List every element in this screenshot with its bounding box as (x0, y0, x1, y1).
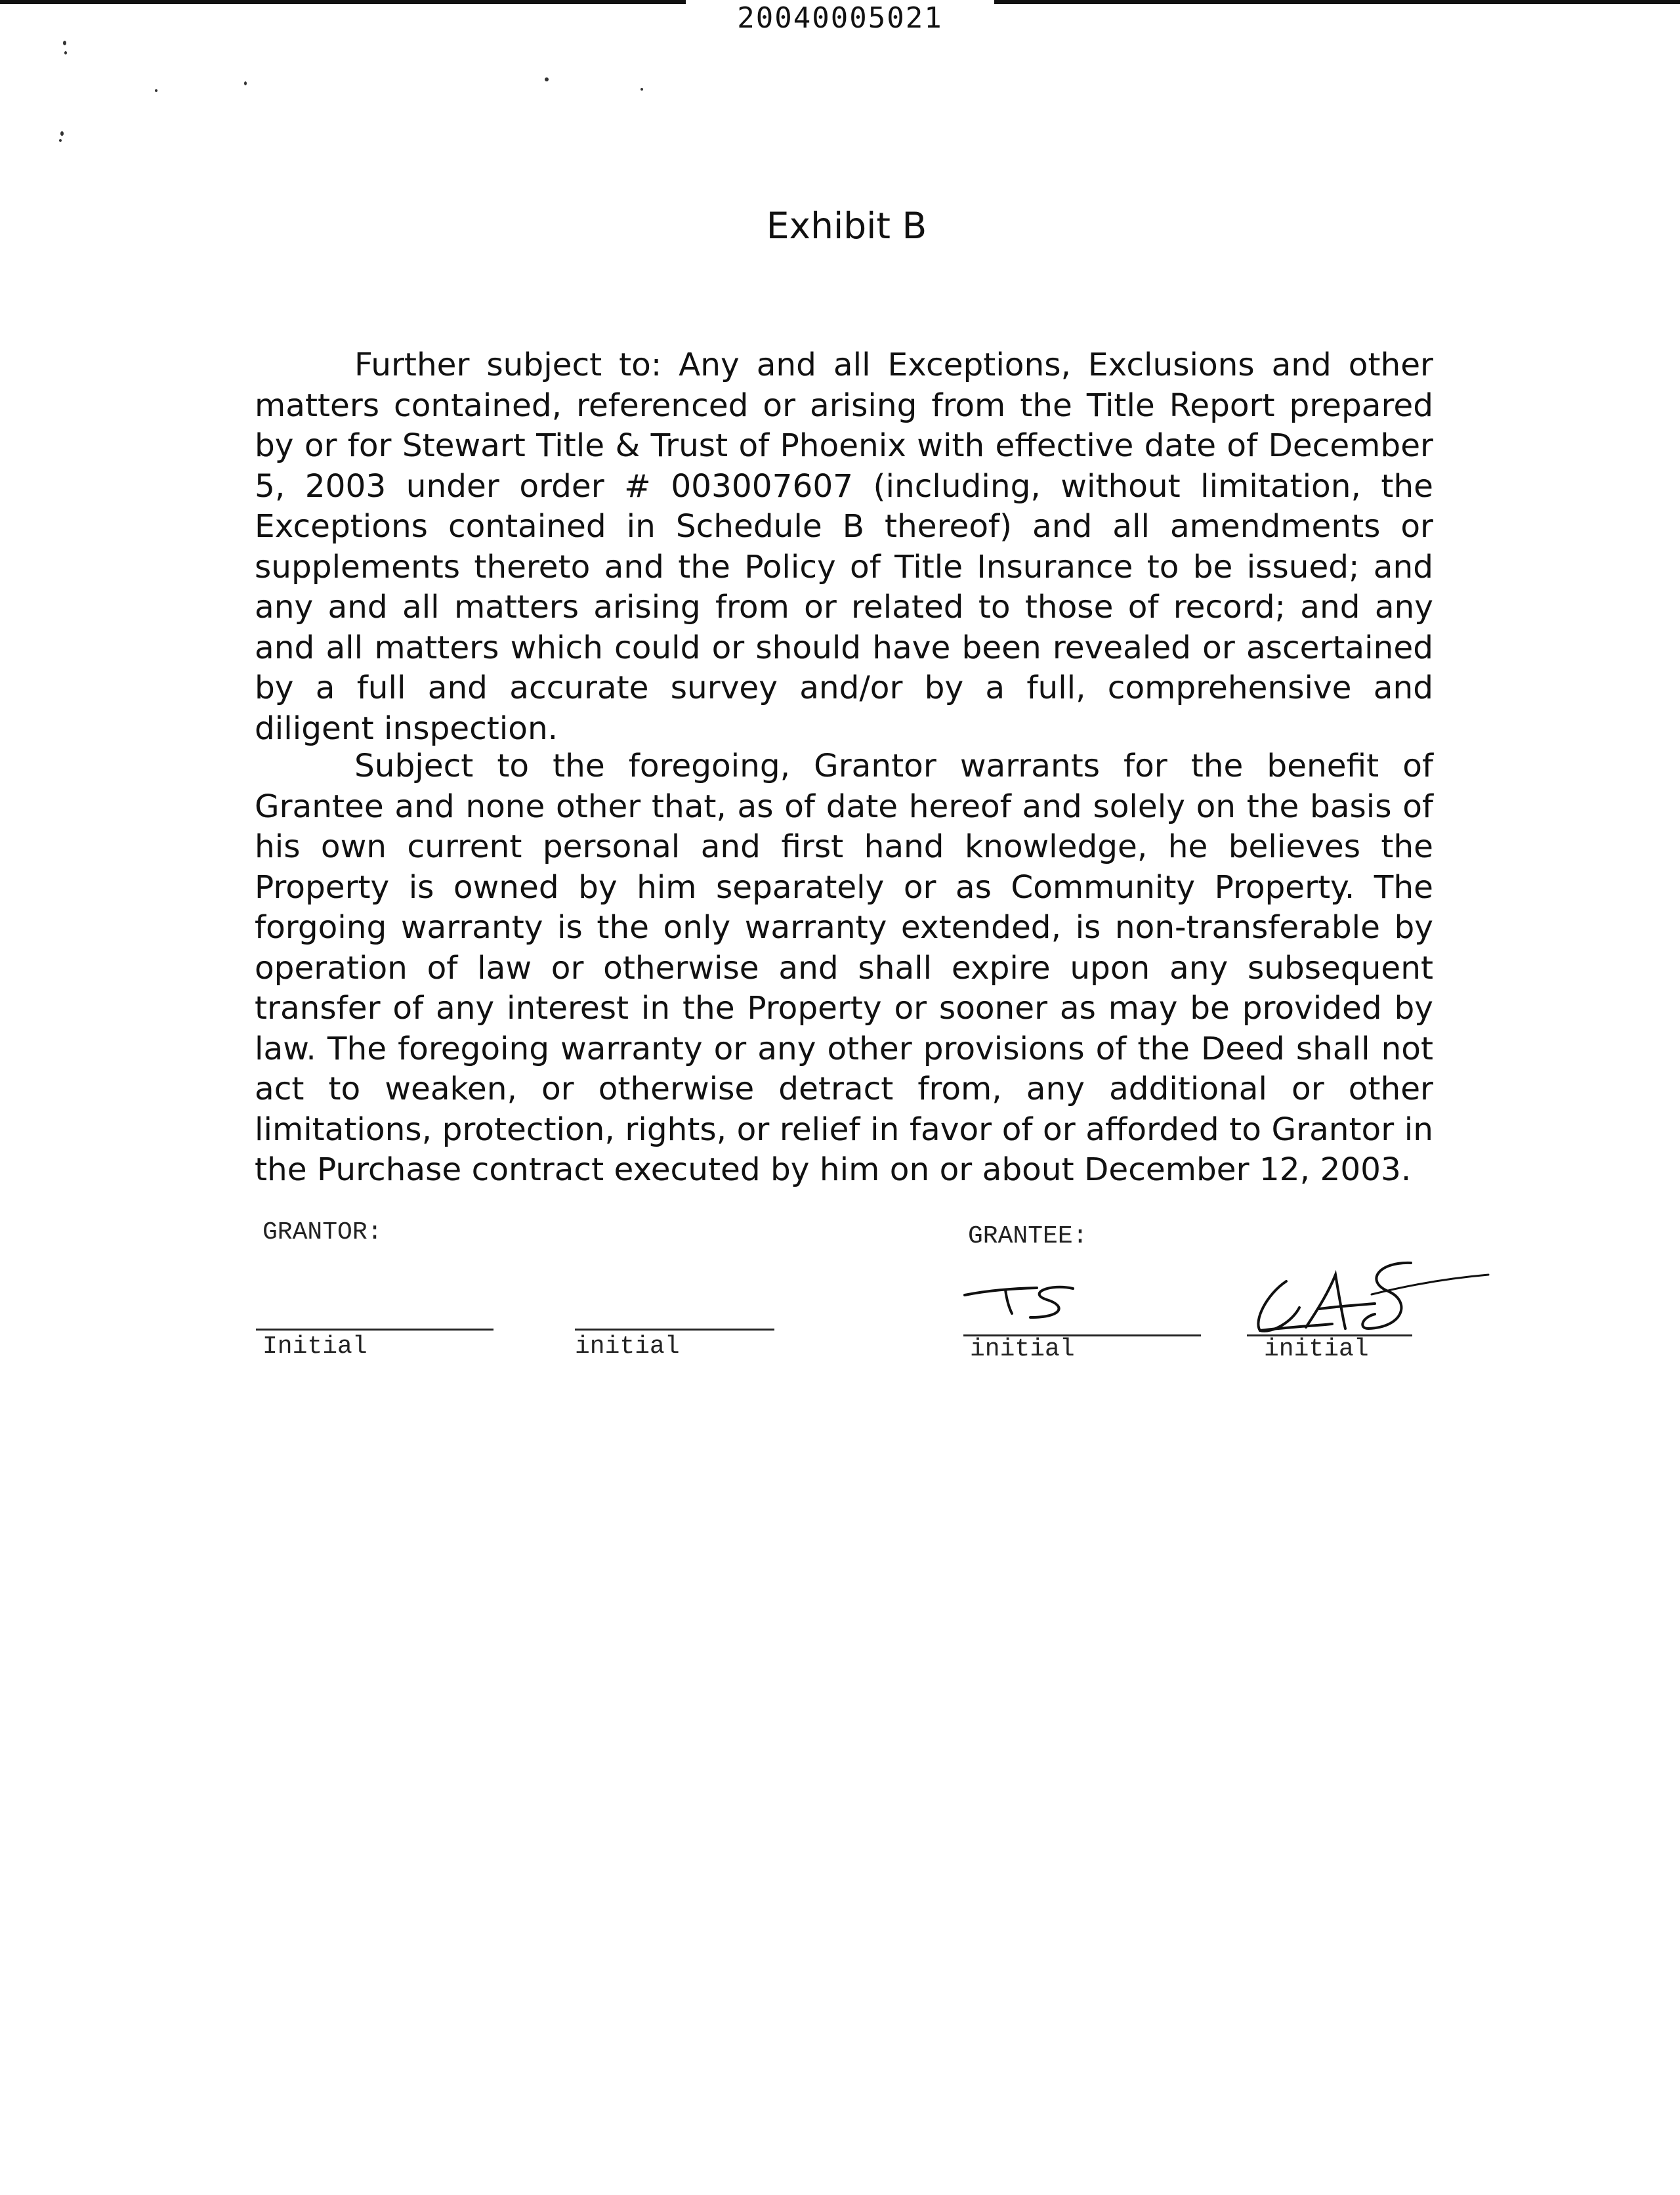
grantor-initial-label-1: Initial (262, 1332, 368, 1361)
paragraph-warranty: Subject to the foregoing, Grantor warrants for the benefit of Grantee and none other that, as of date hereof and solely on the basis of his own current personal and first hand knowledge, he believes the Property is owned by him separately or as Community Property. The forgoing warranty is the only warranty extended, is non-transferable by operation of law or otherwise and shall expire upon any subsequent transfer of any interest in the Property or sooner as may be provided by law. The foregoing warranty or any other provisions of the Deed shall not act to weaken, or otherwise detract from, any additional or other limitations, protection, rights, or relief in favor of or afforded to Grantor in the Purchase contract executed by him on or about December 12, 2003. (255, 748, 1433, 1188)
scan-speck (244, 81, 247, 85)
document-number: 20040005021 (737, 1, 943, 35)
scan-speck (63, 41, 66, 45)
grantee-initial-label-1: initial (970, 1335, 1075, 1363)
grantor-heading: GRANTOR: (262, 1218, 383, 1247)
grantee-initial-signature-gas (1247, 1255, 1496, 1340)
scan-speck (59, 139, 62, 142)
paragraph-exceptions: Further subject to: Any and all Exceptions, Exclusions and other matters contained, referenced or arising from the Title Report prepared by or for Stewart Title & Trust of Phoenix with effective date of December 5, 2003 under order # 003007607 (including, without limitation, the Exceptions contained in Schedule B thereof) and all amendments or supplements thereto and the Policy of Title Insurance to be issued; and any and all matters arising from or related to those of record; and any and all matters which could or should have been revealed or ascertained by a full and accurate survey and/or by a full, comprehensive and diligent inspection. (255, 347, 1433, 747)
grantor-initial-line-1 (256, 1329, 494, 1331)
grantee-heading: GRANTEE: (968, 1222, 1088, 1250)
scan-speck (64, 51, 67, 54)
scan-speck (60, 131, 64, 136)
grantor-initial-label-2: initial (575, 1332, 680, 1361)
scan-speck (545, 77, 549, 81)
exhibit-title: Exhibit B (766, 205, 927, 247)
grantor-initial-line-2 (575, 1329, 774, 1331)
scan-speck (640, 88, 643, 91)
grantee-initial-signature-ts (958, 1270, 1089, 1323)
grantee-initial-label-2: initial (1264, 1335, 1369, 1363)
scan-speck (155, 89, 158, 92)
